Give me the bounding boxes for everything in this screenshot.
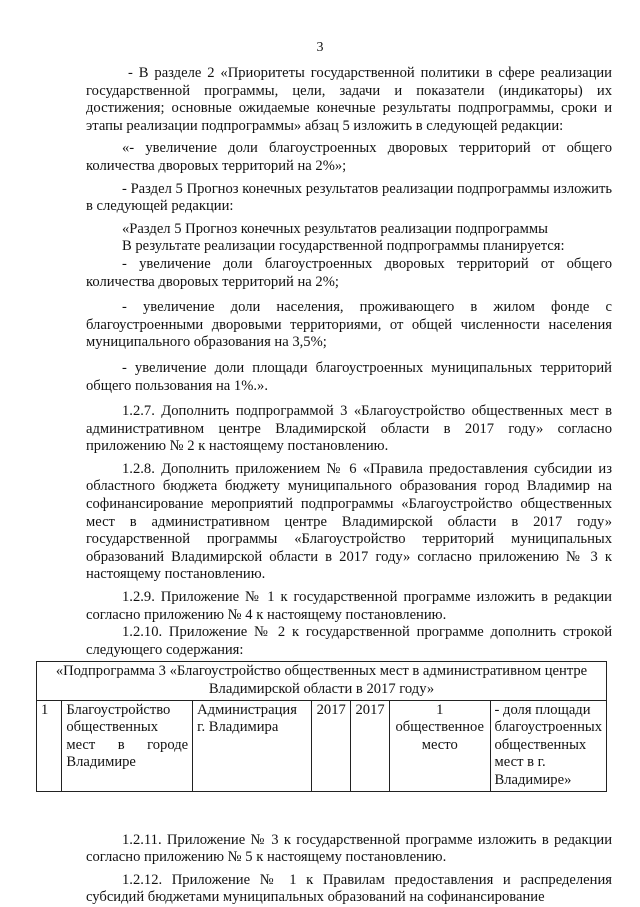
paragraph-section5-amendment: - Раздел 5 Прогноз конечных результатов реализации подпрограммы изложить в следующей редакции: [86,180,612,215]
table-row [37,700,607,791]
paragraph-1-2-7: 1.2.7. Дополнить подпрограммой 3 «Благоустройство общественных мест в административном центре Владимирской области в 2017 году» согласно приложению № 2 к настоящему постановлению. [86,403,612,455]
table-heading-row [37,662,607,700]
paragraph-1-2-12: 1.2.12. Приложение № 1 к Правилам предоставления и распределения субсидий бюджетами муниципальных образований на софинансирование [86,871,612,906]
paragraph-1-2-10: 1.2.10. Приложение № 2 к государственной программе дополнить строкой следующего содержания: [86,624,612,658]
row-number: 1 [37,700,62,791]
row-end-year: 2017 [351,700,390,791]
paragraph-result-courtyards: - увеличение доли благоустроенных дворовых территорий от общего количества дворовых территорий на 2%; [86,255,612,290]
appendix-table [36,661,607,791]
paragraph-1-2-8: 1.2.8. Дополнить приложением № 6 «Правила предоставления субсидии из областного бюджета бюджету муниципального образования город Владимир на софинансирование мероприятий подпрограммы «Благоустройство общественных мест в административном центре Владимирской области в 2017 году» государственной программы «Благоустройство территорий муниципальных образований Владимирской области в 2017 году» согласно приложению № 3 к настоящему постановлению. [86,460,612,583]
document-body [41,65,612,907]
paragraph-result-population: - увеличение доли населения, проживающего в жилом фонде с благоустроенными дворовыми территориями, от общей численности населения муниципального образования на 3,5%; [86,299,612,351]
row-result: 1 общественное место [390,700,491,791]
paragraph-section5-title: «Раздел 5 Прогноз конечных результатов реализации подпрограммы [122,220,548,237]
page-number: 3 [316,40,324,55]
row-start-year: 2017 [312,700,351,791]
paragraph-1-2-11: 1.2.11. Приложение № 3 к государственной программе изложить в редакции согласно приложению № 5 к настоящему постановлению. [86,831,612,866]
table-heading: «Подпрограмма 3 «Благоустройство общественных мест в административном центре Владимирской области в 2017 году» [37,662,607,700]
paragraph-result-public-areas: - увеличение доли площади благоустроенных муниципальных территорий общего пользования на 1%.». [86,359,612,394]
row-name: Благоустройство общественных мест в городе Владимире [62,700,193,791]
row-executor: Администрация г. Владимира [193,700,312,791]
row-indicator: - доля площади благоустроенных общественных мест в г. Владимире» [490,700,606,791]
paragraph-quote-2pct: «- увеличение доли благоустроенных дворовых территорий от общего количества дворовых территорий на 2%»; [86,140,612,174]
paragraph-planned-results: В результате реализации государственной подпрограммы планируется: [122,238,565,255]
paragraph-section2-amendment: - В разделе 2 «Приоритеты государственной политики в сфере реализации государственной программы, цели, задачи и показатели (индикаторы) их достижения; основные ожидаемые конечные результаты подпрограммы, сроки и этапы реализации подпрограммы» абзац 5 изложить в следующей редакции: [86,65,612,134]
paragraph-1-2-9: 1.2.9. Приложение № 1 к государственной программе изложить в редакции согласно приложению № 4 к настоящему постановлению. [86,589,612,623]
